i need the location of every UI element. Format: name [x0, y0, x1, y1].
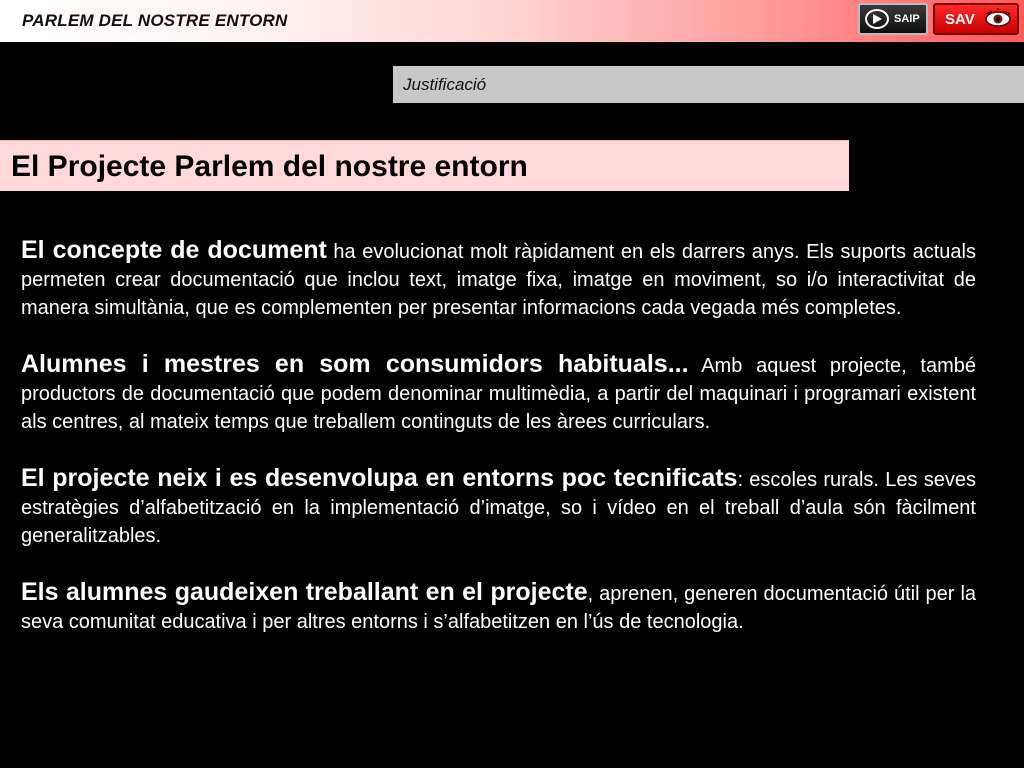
paragraph [21, 464, 976, 550]
section-bar [393, 66, 1024, 103]
page-title: El Projecte Parlem del nostre entorn [11, 150, 528, 183]
paragraph [21, 236, 976, 322]
play-circle-icon [865, 9, 889, 29]
paragraph-lead: El concepte de document [21, 236, 327, 264]
saip-button[interactable] [858, 3, 928, 35]
header-title: PARLEM DEL NOSTRE ENTORN [22, 11, 288, 30]
section-label: Justificació [403, 75, 487, 94]
saip-label: SAIP [894, 13, 920, 25]
sav-label: SAV [945, 10, 975, 28]
paragraph-text: : escoles rurals. Les seves estratègies d’alfabetització en la implementació d’imatge, so i vídeo en el treball d’aula són fàcilment generalitzables. [21, 469, 977, 547]
paragraph-lead: Alumnes i mestres en som consumidors habituals... [21, 350, 689, 378]
sav-button[interactable] [933, 3, 1019, 35]
paragraph-lead: Els alumnes gaudeixen treballant en el projecte [21, 578, 588, 606]
title-box [0, 140, 849, 191]
body-content [21, 236, 976, 664]
paragraph [21, 350, 976, 436]
paragraph-text: Amb aquest projecte, també productors de documentació que podem denominar multimèdia, a partir del maquinari i programari existent als centres, al mateix temps que treballem continguts de les àrees curriculars. [21, 355, 976, 433]
eye-icon [983, 8, 1013, 30]
paragraph-lead: El projecte neix i es desenvolupa en entorns poc tecnificats [21, 464, 738, 492]
header-band [0, 0, 1024, 42]
paragraph [21, 578, 976, 636]
paragraph-text: ha evolucionat molt ràpidament en els darrers anys. Els suports actuals permeten crear documentació que inclou text, imatge fixa, imatge en moviment, so i/o interactivitat de manera simultània, que es complementen per presentar informacions cada vegada més completes. [21, 241, 976, 319]
paragraph-text: , aprenen, generen documentació útil per la seva comunitat educativa i per altres entorns i s’alfabetitzen en l’ús de tecnologia. [21, 583, 977, 633]
